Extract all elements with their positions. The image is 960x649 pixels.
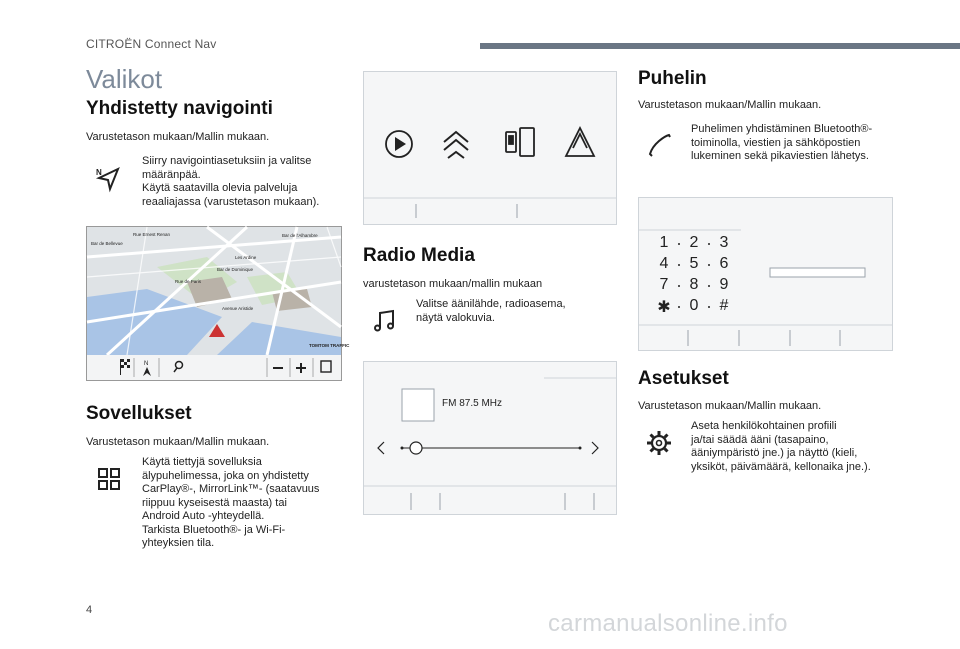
map-view[interactable]	[87, 227, 350, 380]
mirrorlink-icon[interactable]	[506, 128, 534, 156]
apps-equip: Varustetason mukaan/Mallin mukaan.	[86, 436, 270, 448]
station-artwork	[402, 389, 434, 421]
phone-handset-icon	[646, 132, 672, 158]
keypad-key[interactable]: 6	[719, 255, 729, 272]
connectivity-icon[interactable]	[566, 128, 594, 156]
keypad-key[interactable]: #	[719, 297, 729, 314]
map-label: Bar de Bellevue	[91, 241, 123, 246]
map-label: Rue de Paris	[175, 279, 202, 284]
map-label: Rue Ernest Renan	[133, 232, 171, 237]
radio-heading: Radio Media	[363, 245, 475, 266]
phone-description	[691, 123, 872, 164]
apps-grid-icon	[96, 466, 122, 492]
apps-description	[142, 456, 319, 551]
keypad-key[interactable]: 5	[689, 255, 699, 272]
dial-number-field[interactable]	[770, 268, 865, 277]
radio-desc-line: Valitse äänilähde, radioasema,	[416, 298, 566, 310]
phone-keypad-screen	[638, 197, 893, 351]
phone-equip: Varustetason mukaan/Mallin mukaan.	[638, 99, 822, 111]
settings-equip: Varustetason mukaan/Mallin mukaan.	[638, 400, 822, 412]
navigation-arrow-icon	[96, 166, 122, 192]
apps-desc-line: Käytä tiettyjä sovelluksia	[142, 456, 262, 468]
carplay-icon[interactable]	[386, 131, 412, 157]
apps-heading: Sovellukset	[86, 403, 192, 424]
apps-desc-line: älypuhelimessa, joka on yhdistetty	[142, 469, 309, 482]
keypad-key[interactable]: 7	[659, 276, 669, 293]
settings-desc-line: Aseta henkilökohtainen profiili	[691, 420, 837, 432]
radio-tuner-screen	[363, 361, 617, 515]
header-brand: CITROËN Connect Nav	[86, 37, 217, 51]
map-label: Bar de l'Alhambre	[282, 233, 318, 238]
apps-desc-line: Tarkista Bluetooth®- ja Wi-Fi-	[142, 523, 286, 536]
apps-desc-line: yhteyksien tila.	[142, 537, 215, 549]
navigation-heading: Yhdistetty navigointi	[86, 98, 273, 119]
navigation-desc-line: Käytä saatavilla olevia palveluja	[142, 182, 298, 194]
svg-text:N: N	[96, 168, 102, 177]
map-compass: N	[144, 361, 149, 367]
map-traffic-logo: TOMTOM TRAFFIC	[309, 343, 350, 348]
header-bar	[480, 43, 960, 49]
navigation-desc-line: määränpää.	[142, 168, 201, 181]
radio-station-frequency: FM 87.5 MHz	[442, 398, 503, 409]
music-note-icon	[372, 308, 398, 334]
phone-heading: Puhelin	[638, 68, 707, 89]
keypad-separators	[649, 234, 739, 318]
page-number: 4	[86, 604, 93, 616]
phone-desc-line: lukeminen sekä pikaviestien lähetys.	[691, 150, 869, 162]
apps-desc-line: Android Auto -yhteydellä.	[142, 510, 265, 522]
navigation-description	[142, 155, 319, 209]
apps-desc-line: CarPlay®-, MirrorLink™- (saatavuus	[142, 483, 320, 495]
watermark: carmanualsonline.info	[548, 610, 788, 637]
map-label: Bar de Dominique	[217, 267, 254, 272]
phone-desc-line: Puhelimen yhdistäminen Bluetooth®-	[691, 123, 873, 135]
settings-heading: Asetukset	[638, 368, 729, 389]
keypad-key[interactable]: 0	[689, 297, 699, 314]
phone-desc-line: toiminolla, viestien ja sähköpostien	[691, 136, 861, 149]
settings-desc-line: ääniympäristö jne.) ja näyttö (kieli,	[691, 447, 858, 459]
keypad-key[interactable]: 4	[659, 255, 669, 272]
radio-equip: varustetason mukaan/mallin mukaan	[363, 278, 543, 290]
keypad-key[interactable]: 3	[719, 234, 729, 251]
navigation-map-screen	[86, 226, 350, 381]
settings-desc-line: ja/tai säädä ääni (tasapaino,	[691, 433, 829, 446]
tune-next-icon[interactable]	[592, 442, 598, 454]
android-auto-icon[interactable]	[444, 132, 468, 158]
keypad-key[interactable]: 8	[689, 276, 699, 293]
radio-desc-line: näytä valokuvia.	[416, 311, 495, 324]
settings-description	[691, 420, 871, 474]
map-label: Avenue Aristide	[222, 306, 254, 311]
navigation-equip: Varustetason mukaan/Mallin mukaan.	[86, 131, 270, 143]
keypad-key[interactable]: 1	[659, 234, 669, 251]
radio-description	[416, 298, 566, 325]
keypad-key[interactable]: 9	[719, 276, 729, 293]
apps-menu-screen	[363, 71, 617, 225]
map-label: Les Ardine	[235, 255, 257, 260]
settings-desc-line: yksiköt, päivämäärä, kellonaika jne.).	[691, 460, 871, 473]
navigation-desc-line: reaaliajassa (varustetason mukaan).	[142, 195, 320, 208]
keypad-key[interactable]: 2	[689, 234, 699, 251]
gear-icon	[645, 429, 673, 457]
apps-desc-line: riippuu kyseisestä maasta) tai	[142, 496, 287, 509]
page-title: Valikot	[86, 64, 163, 94]
frequency-slider-handle[interactable]	[410, 442, 422, 454]
keypad-key[interactable]: ✱	[657, 299, 671, 316]
tune-previous-icon[interactable]	[378, 442, 384, 454]
navigation-desc-line: Siirry navigointiasetuksiin ja valitse	[142, 155, 312, 167]
